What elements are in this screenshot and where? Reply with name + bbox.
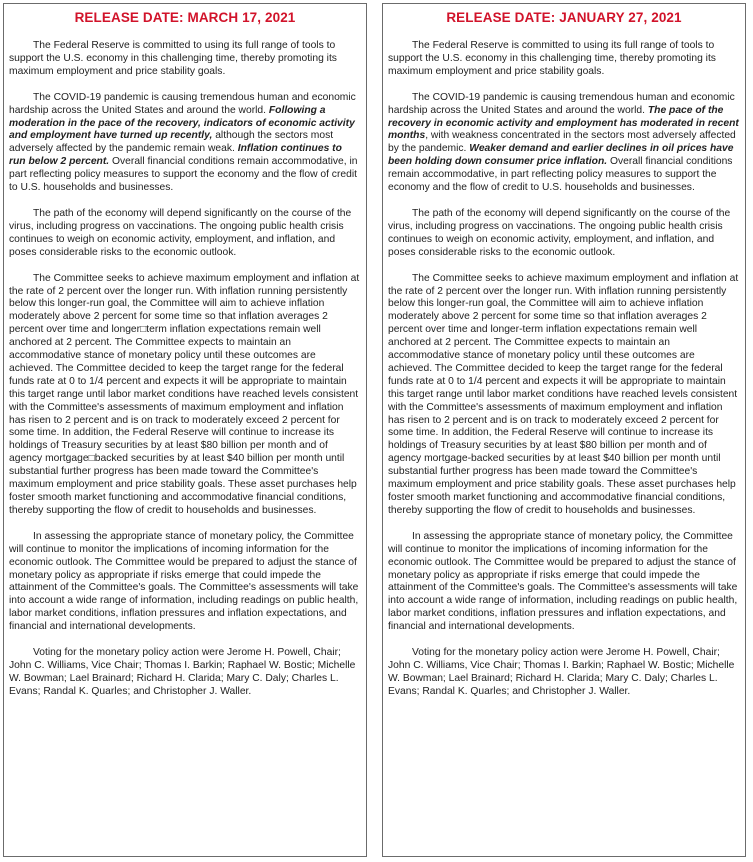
paragraph-policy-stance: In assessing the appropriate stance of monetary policy, the Committee will continue to monitor the implications of incoming information for the economic outlook. The Committee would be prepared to adjust the stance of monetary policy as appropriate if risks emerge that could impede the attainment of the Committee's goals. The Committee's assessments will take into account a wide range of information, including readings on public health, labor market conditions, inflation pressures and inflation expectations, and financial and international developments.: [388, 530, 738, 633]
paragraph-commitment: The Federal Reserve is committed to using its full range of tools to support the U.S. economy in this challenging time, thereby promoting its maximum employment and price stability goals.: [9, 40, 337, 77]
march-statement-panel: [3, 3, 367, 857]
release-date-title: RELEASE DATE: JANUARY 27, 2021: [446, 10, 682, 25]
paragraph-policy-stance: In assessing the appropriate stance of monetary policy, the Committee will continue to monitor the implications of incoming information for the economic outlook. The Committee would be prepared to adjust the stance of monetary policy as appropriate if risks emerge that could impede the attainment of the Committee's goals. The Committee's assessments will take into account a wide range of information, including readings on public health, labor market conditions, inflation pressures and inflation expectations, and financial and international developments.: [9, 530, 359, 633]
paragraph-text: although the sectors most adversely affected by the pandemic remain weak.: [9, 130, 334, 155]
paragraph-commitment: The Federal Reserve is committed to using its full range of tools to support the U.S. economy in this challenging time, thereby promoting its maximum employment and price stability goals.: [388, 40, 716, 77]
paragraph-voting: Voting for the monetary policy action were Jerome H. Powell, Chair; John C. Williams, Vice Chair; Thomas I. Barkin; Raphael W. Bostic; Michelle W. Bowman; Lael Brainard; Richard H. Clarida; Mary C. Daly; Charles L. Evans; Randal K. Quarles; and Christopher J. Waller.: [9, 647, 356, 697]
paragraph-committee-goals: The Committee seeks to achieve maximum employment and inflation at the rate of 2 percent over the longer run. With inflation running persistently below this longer-run goal, the Committee will aim to achieve inflation moderately above 2 percent for some time so that inflation averages 2 percent over time and longer□term inflation expectations remain well anchored at 2 percent. The Committee expects to maintain an accommodative stance of monetary policy until these outcomes are achieved. The Committee decided to keep the target range for the federal funds rate at 0 to 1/4 percent and expects it will be appropriate to maintain this target range until labor market conditions have reached levels consistent with the Committee's assessments of maximum employment and inflation has risen to 2 percent and is on track to moderately exceed 2 percent for some time. In addition, the Federal Reserve will continue to increase its holdings of Treasury securities by at least $80 billion per month and of agency mortgage□backed securities by at least $40 billion per month until substantial further progress has been made toward the Committee's maximum employment and price stability goals. These asset purchases help foster smooth market functioning and accommodative financial conditions, thereby supporting the flow of credit to households and businesses.: [9, 272, 360, 516]
paragraph-economic-path: The path of the economy will depend significantly on the course of the virus, including progress on vaccinations. The ongoing public health crisis continues to weigh on economic activity, employment, and inflation, and poses considerable risks to the economic outlook.: [9, 207, 352, 258]
paragraph-pandemic: [9, 92, 361, 195]
highlight-recovery: Following a moderation in the pace of the recovery, indicators of economic activity and employment have turned up recently,: [9, 104, 355, 142]
paragraph-text: The COVID-19 pandemic is causing tremendous human and economic hardship across the United States and around the world.: [9, 91, 356, 116]
paragraph-text: , with weakness concentrated in the sectors most adversely affected by the pandemic.: [388, 130, 736, 155]
paragraph-text: Overall financial conditions remain accommodative, in part reflecting policy measures to support the economy and the flow of credit to U.S. households and businesses.: [388, 156, 733, 194]
highlight-inflation: Weaker demand and earlier declines in oil prices have been holding down consumer price inflation.: [388, 143, 734, 168]
paragraph-voting: Voting for the monetary policy action were Jerome H. Powell, Chair; John C. Williams, Vice Chair; Thomas I. Barkin; Raphael W. Bostic; Michelle W. Bowman; Lael Brainard; Richard H. Clarida; Mary C. Daly; Charles L. Evans; Randal K. Quarles; and Christopher J. Waller.: [388, 647, 735, 697]
paragraph-text: The COVID-19 pandemic is causing tremendous human and economic hardship across the United States and around the world.: [388, 91, 735, 116]
paragraph-economic-path: The path of the economy will depend significantly on the course of the virus, including progress on vaccinations. The ongoing public health crisis continues to weigh on economic activity, employment, and inflation, and poses considerable risks to the economic outlook.: [388, 207, 731, 258]
paragraph-committee-goals: The Committee seeks to achieve maximum employment and inflation at the rate of 2 percent over the longer run. With inflation running persistently below this longer-run goal, the Committee will aim to achieve inflation moderately above 2 percent for some time so that inflation averages 2 percent over time and longer-term inflation expectations remain well anchored at 2 percent. The Committee expects to maintain an accommodative stance of monetary policy until these outcomes are achieved. The Committee decided to keep the target range for the federal funds rate at 0 to 1/4 percent and expects it will be appropriate to maintain this target range until labor market conditions have reached levels consistent with the Committee's assessments of maximum employment and inflation has risen to 2 percent and is on track to moderately exceed 2 percent for some time. In addition, the Federal Reserve will continue to increase its holdings of Treasury securities by at least $80 billion per month and of agency mortgage-backed securities by at least $40 billion per month until substantial further progress has been made toward the Committee's maximum employment and price stability goals. These asset purchases help foster smooth market functioning and accommodative financial conditions, thereby supporting the flow of credit to households and businesses.: [388, 272, 739, 516]
paragraph-text: Overall financial conditions remain accommodative, in part reflecting policy measures to support the economy and the flow of credit to U.S. households and businesses.: [9, 156, 358, 194]
highlight-recovery: The pace of the recovery in economic activity and employment has moderated in recent months: [388, 104, 739, 142]
january-statement-panel: [382, 3, 746, 857]
release-date-title: RELEASE DATE: MARCH 17, 2021: [74, 10, 296, 25]
paragraph-pandemic: [388, 92, 740, 195]
highlight-inflation: Inflation continues to run below 2 percent.: [9, 143, 342, 168]
